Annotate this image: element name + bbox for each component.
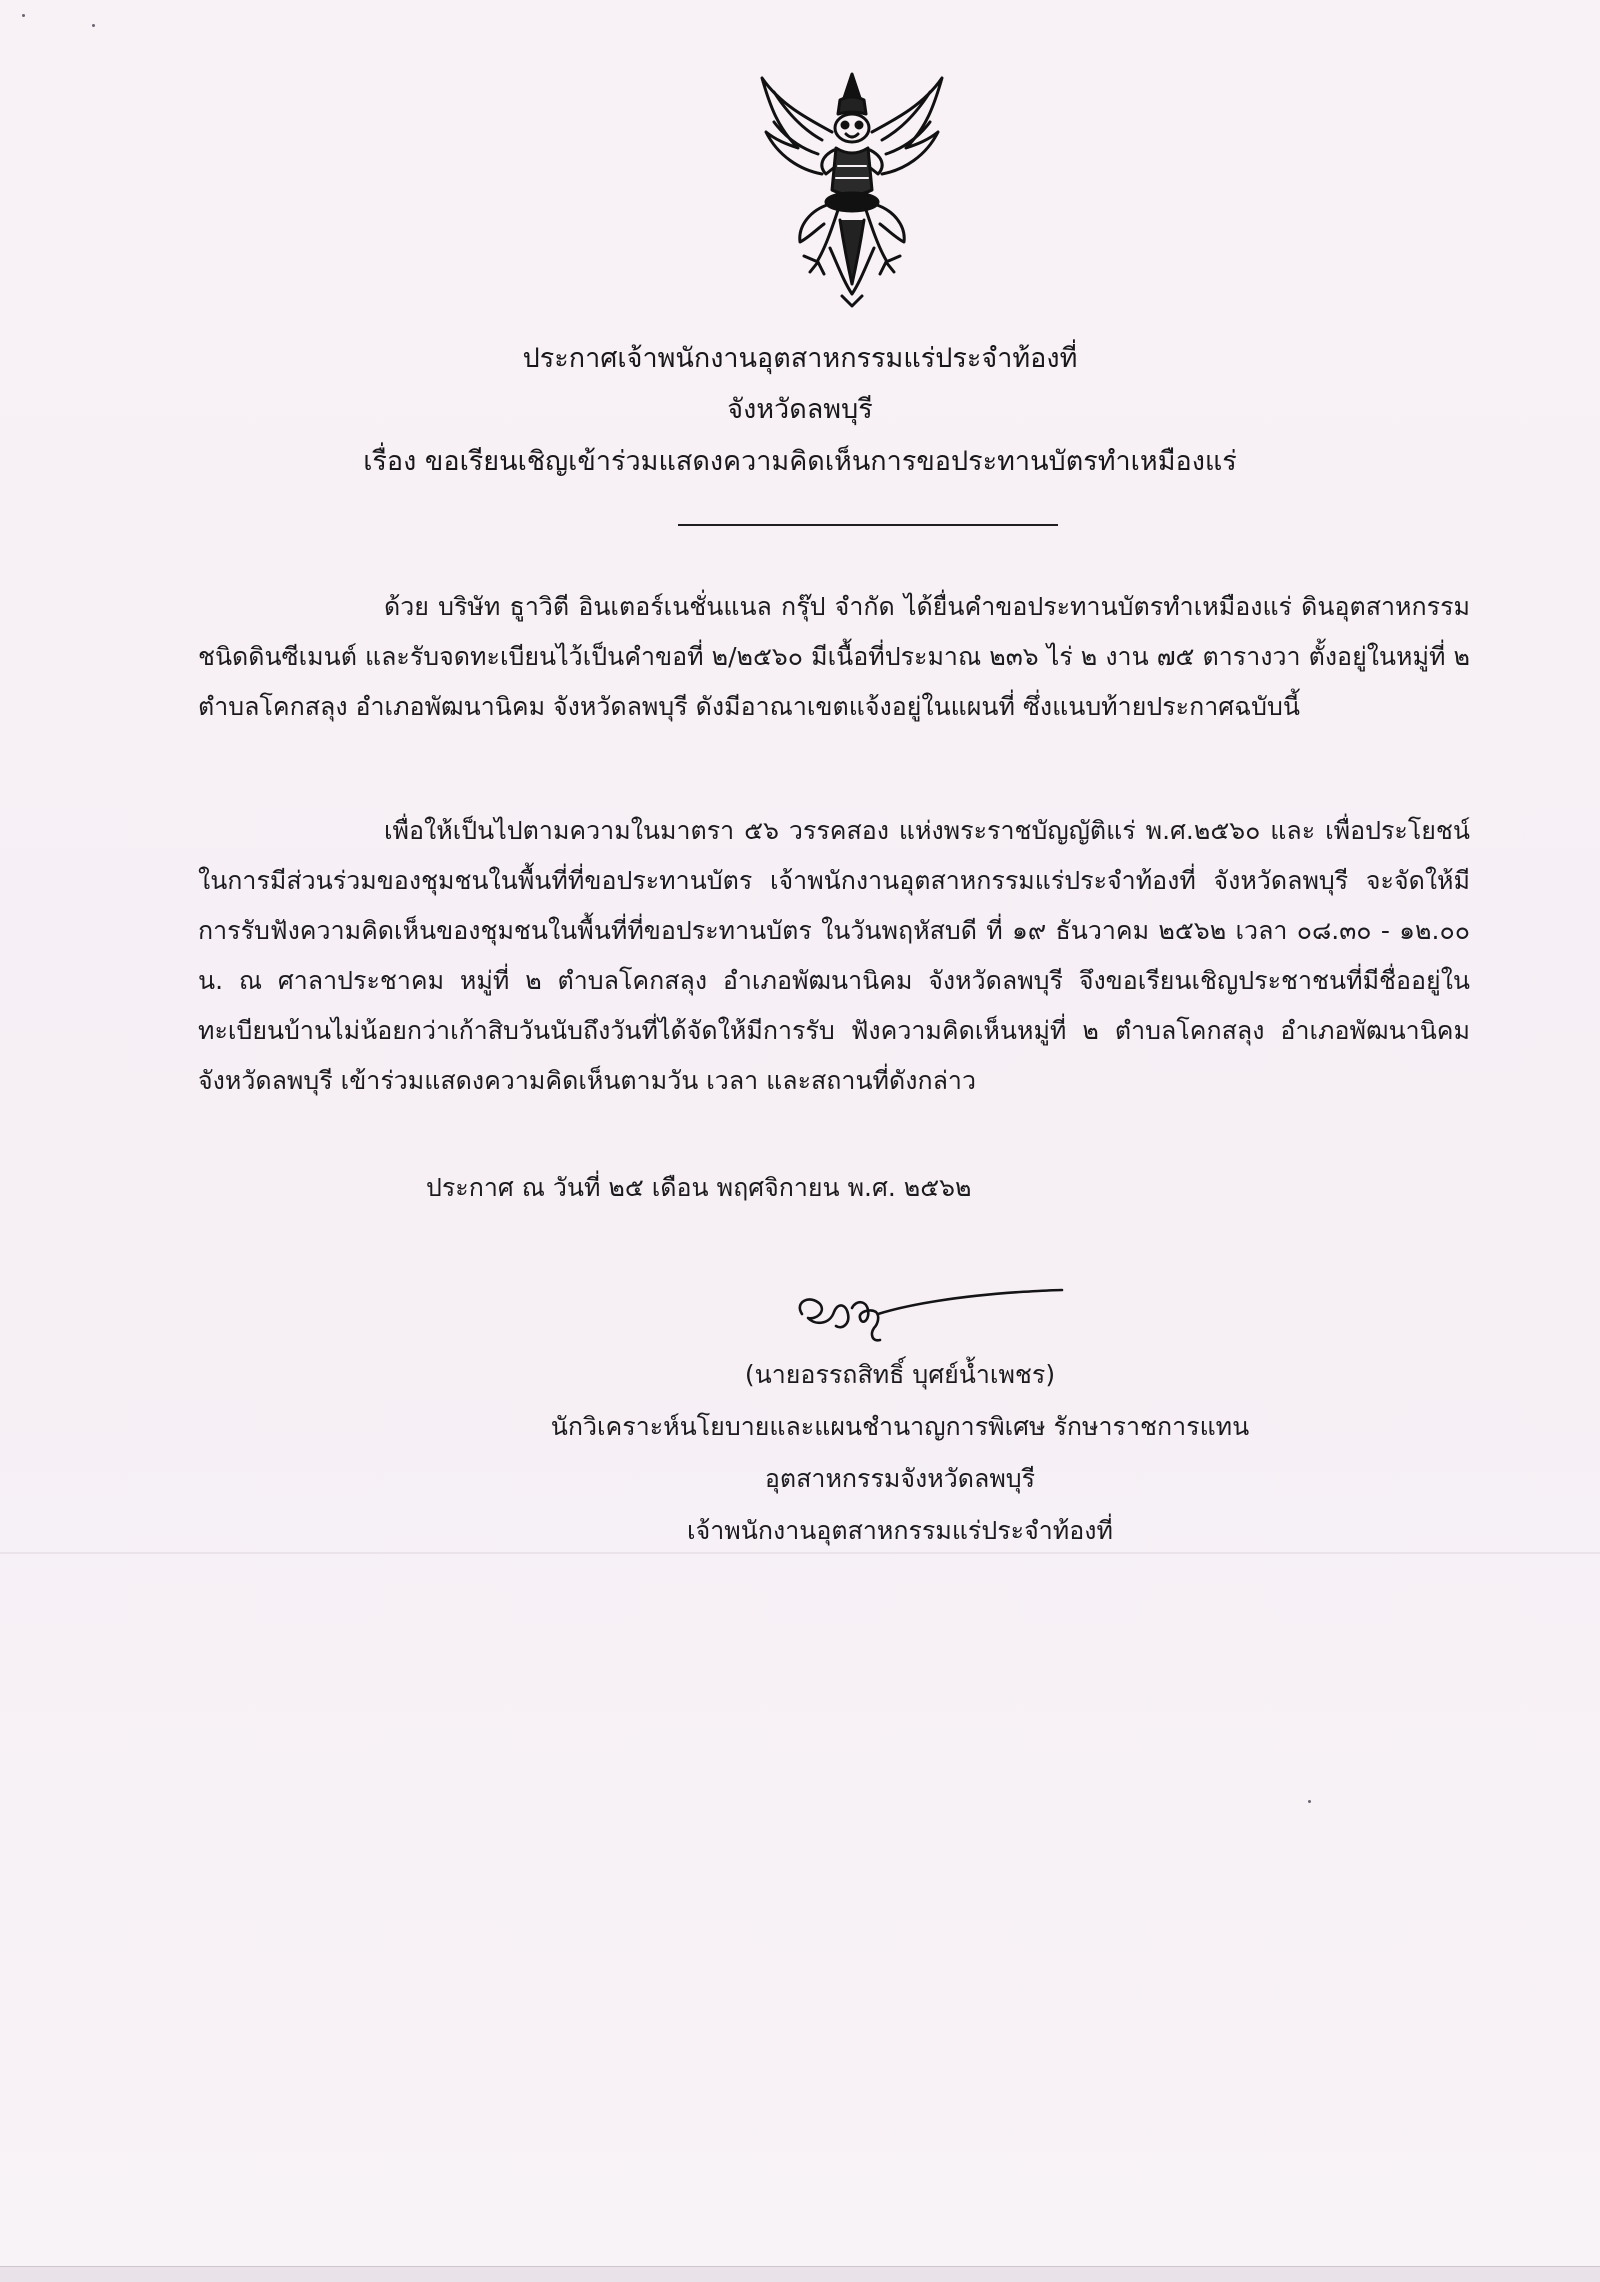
- scan-speck: [92, 24, 95, 27]
- garuda-emblem-icon: [752, 70, 952, 310]
- scan-speck: [22, 14, 25, 17]
- title-divider: [678, 524, 1058, 526]
- signer-name: (นายอรรถสิทธิ์ บุศย์น้ำเพชร): [744, 1360, 1056, 1389]
- handwritten-signature: [790, 1278, 1070, 1358]
- signer-office: อุตสาหกรรมจังหวัดลพบุรี: [764, 1464, 1036, 1493]
- announcement-date: ประกาศ ณ วันที่ ๒๕ เดือน พฤศจิกายน พ.ศ. ๒๕๖๒: [426, 1173, 972, 1202]
- body-paragraph-2: เพื่อให้เป็นไปตามความในมาตรา ๕๖ วรรคสอง แห่งพระราชบัญญัติแร่ พ.ศ.๒๕๖๐ และ เพื่อประโยชน์ในการมีส่วนร่วมของชุมชนในพื้นที่ที่ขอประทานบัตร เจ้าพนักงานอุตสาหกรรมแร่ประจำท้องที่ จังหวัดลพบุรี จะจัดให้มีการรับฟังความคิดเห็นของชุมชนในพื้นที่ที่ขอประทานบัตร ในวันพฤหัสบดี ที่ ๑๙ ธันวาคม ๒๕๖๒ เวลา ๐๘.๓๐ - ๑๒.๐๐ น. ณ ศาลาประชาคม หมู่ที่ ๒ ตำบลโคกสลุง อำเภอพัฒนานิคม จังหวัดลพบุรี จึงขอเรียนเชิญประชาชนที่มีชื่ออยู่ในทะเบียนบ้านไม่น้อยกว่าเก้าสิบวันนับถึงวันที่ได้จัดให้มีการรับ ฟังความคิดเห็นหมู่ที่ ๒ ตำบลโคกสลุง อำเภอพัฒนานิคม จังหวัดลพบุรี เข้าร่วมแสดงความคิดเห็นตามวัน เวลา และสถานที่ดังกล่าว: [198, 816, 1470, 1095]
- province-title: จังหวัดลพบุรี: [727, 394, 873, 425]
- body-paragraph-1: ด้วย บริษัท ธูาวิตี อินเตอร์เนชั่นแนล กรุ๊ป จำกัด ได้ยื่นคำขอประทานบัตรทำเหมืองแร่ ดินอุตสาหกรรมชนิดดินซีเมนต์ และรับจดทะเบียนไว้เป็นคำขอที่ ๒/๒๕๖๐ มีเนื้อที่ประมาณ ๒๓๖ ไร่ ๒ งาน ๗๕ ตารางวา ตั้งอยู่ในหมู่ที่ ๒ ตำบลโคกสลุง อำเภอพัฒนานิคม จังหวัดลพบุรี ดังมีอาณาเขตแจ้งอยู่ในแผนที่ ซึ่งแนบท้ายประกาศฉบับนี้: [198, 592, 1471, 721]
- paper-fold-line: [0, 1552, 1600, 1554]
- scan-bottom-edge: [0, 2266, 1600, 2282]
- signer-authority: เจ้าพนักงานอุตสาหกรรมแร่ประจำท้องที่: [687, 1516, 1113, 1545]
- subject-line: เรื่อง ขอเรียนเชิญเข้าร่วมแสดงความคิดเห็นการขอประทานบัตรทำเหมืองแร่: [363, 446, 1237, 477]
- scan-speck: [1308, 1800, 1311, 1803]
- announcement-title: ประกาศเจ้าพนักงานอุตสาหกรรมแร่ประจำท้องที่: [522, 343, 1078, 374]
- signer-position: นักวิเคราะห์นโยบายและแผนชำนาญการพิเศษ รักษาราชการแทน: [550, 1412, 1250, 1441]
